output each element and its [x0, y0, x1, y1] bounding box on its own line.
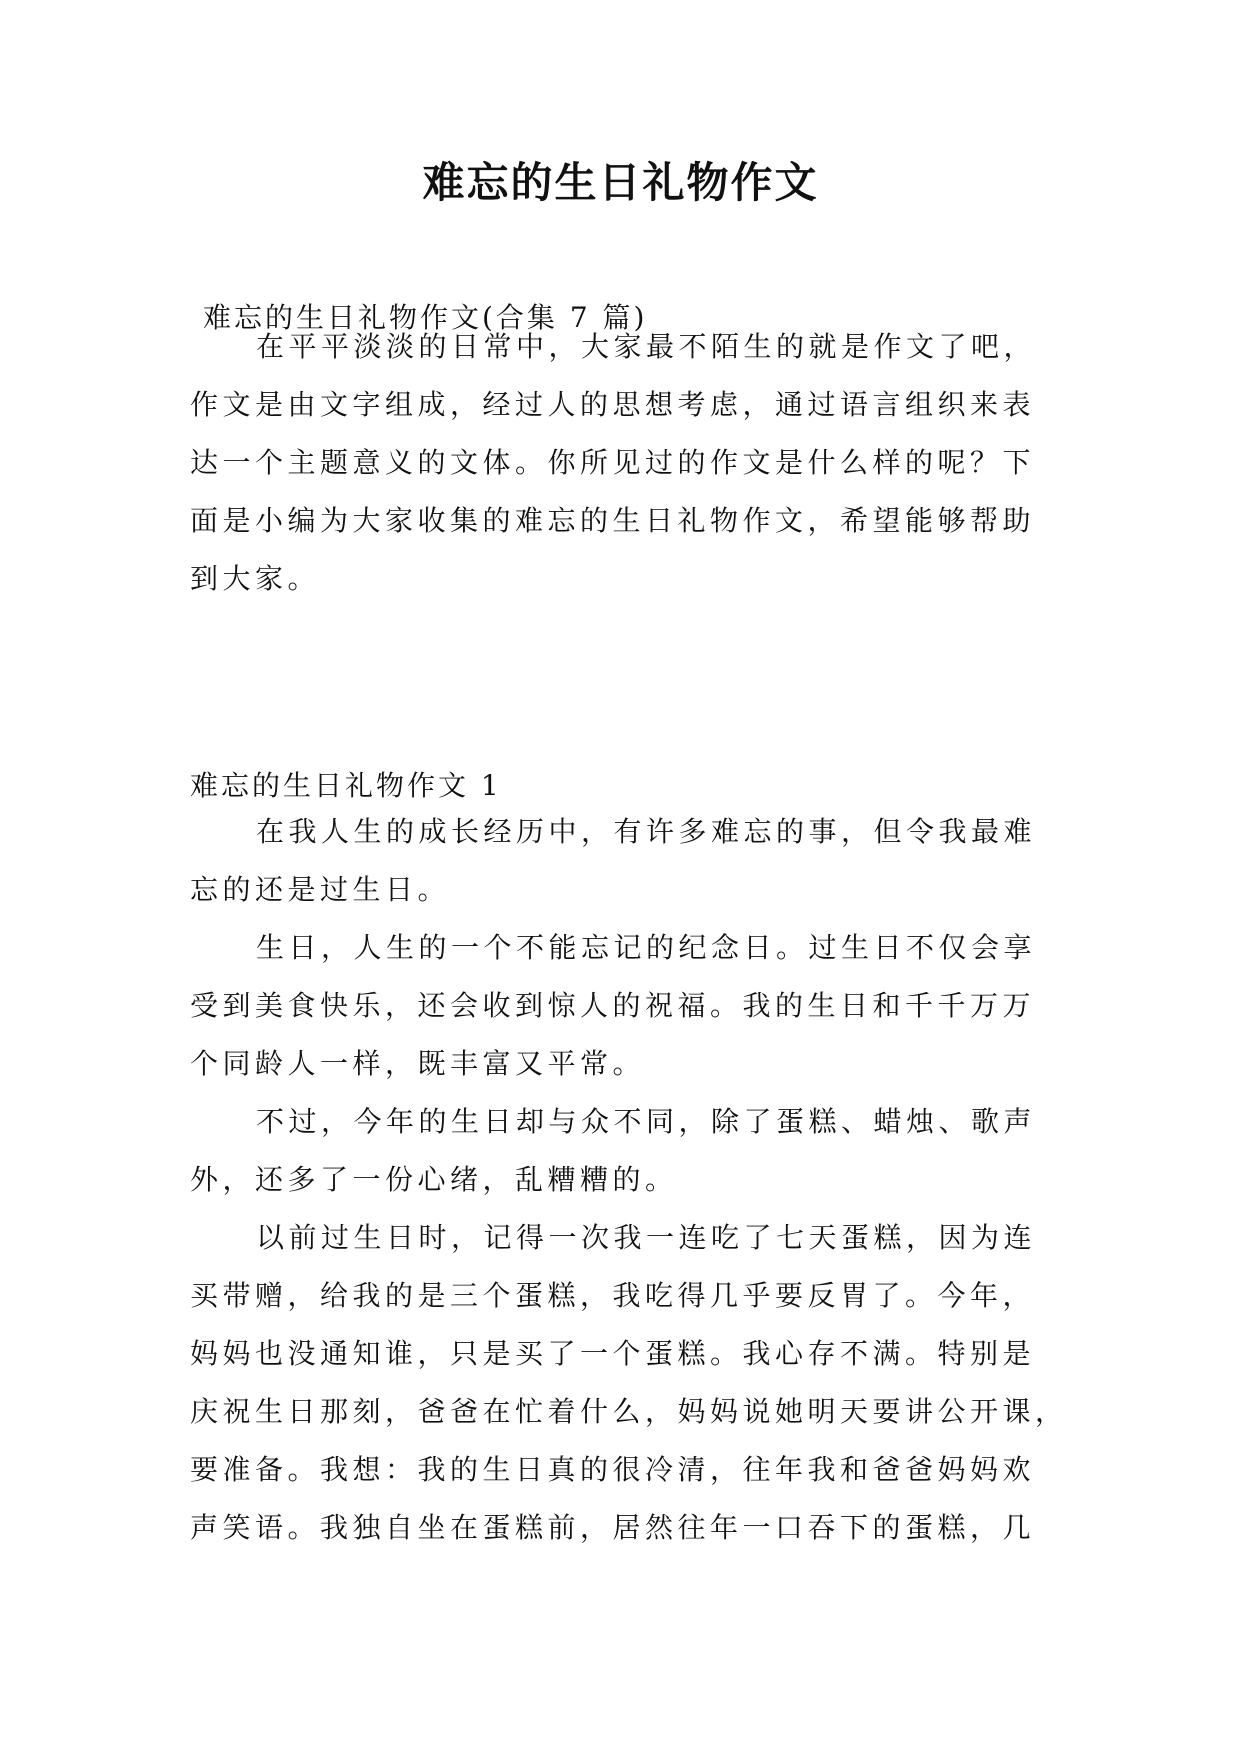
- paragraph-line: 买带赠，给我的是三个蛋糕，我吃得几乎要反胃了。今年，: [190, 1279, 1036, 1312]
- paragraph: [190, 1209, 1070, 1557]
- intro-paragraph: [190, 318, 1070, 608]
- paragraph-line: 忘的还是过生日。: [190, 873, 451, 906]
- intro-line: 作文是由文字组成，经过人的思想考虑，通过语言组织来表: [190, 388, 1036, 421]
- section-body: [190, 803, 1070, 1557]
- paragraph-line: 声笑语。我独自坐在蛋糕前，居然往年一口吞下的蛋糕，几: [190, 1511, 1036, 1544]
- document-title: 难忘的生日礼物作文: [422, 158, 819, 207]
- paragraph: [190, 803, 1070, 919]
- intro-line: 达一个主题意义的文体。你所见过的作文是什么样的呢？下: [190, 446, 1036, 479]
- paragraph-line: 庆祝生日那刻，爸爸在忙着什么，妈妈说她明天要讲公开课，: [190, 1395, 1068, 1428]
- intro-line: 到大家。: [190, 562, 321, 595]
- paragraph-line: 妈妈也没通知谁，只是买了一个蛋糕。我心存不满。特别是: [190, 1337, 1036, 1370]
- paragraph-line: 在我人生的成长经历中，有许多难忘的事，但令我最难: [256, 815, 1037, 848]
- paragraph-line: 受到美食快乐，还会收到惊人的祝福。我的生日和千千万万: [190, 989, 1036, 1022]
- paragraph-line: 外，还多了一份心绪，乱糟糟的。: [190, 1163, 678, 1196]
- paragraph: [190, 1093, 1070, 1209]
- paragraph: [190, 919, 1070, 1093]
- paragraph-line: 要准备。我想：我的生日真的很冷清，往年我和爸爸妈妈欢: [190, 1453, 1036, 1486]
- paragraph-line: 不过，今年的生日却与众不同，除了蛋糕、蜡烛、歌声: [256, 1105, 1037, 1138]
- paragraph-line: 以前过生日时，记得一次我一连吃了七天蛋糕，因为连: [256, 1221, 1037, 1254]
- intro-line: 在平平淡淡的日常中，大家最不陌生的就是作文了吧，: [256, 330, 1037, 363]
- paragraph-line: 生日，人生的一个不能忘记的纪念日。过生日不仅会享: [256, 931, 1037, 964]
- paragraph-line: 个同龄人一样，既丰富又平常。: [190, 1047, 646, 1080]
- document-subtitle: 难忘的生日礼物作文(合集 7 篇): [203, 301, 648, 334]
- section-heading: 难忘的生日礼物作文 1: [190, 769, 502, 802]
- intro-line: 面是小编为大家收集的难忘的生日礼物作文，希望能够帮助: [190, 504, 1036, 537]
